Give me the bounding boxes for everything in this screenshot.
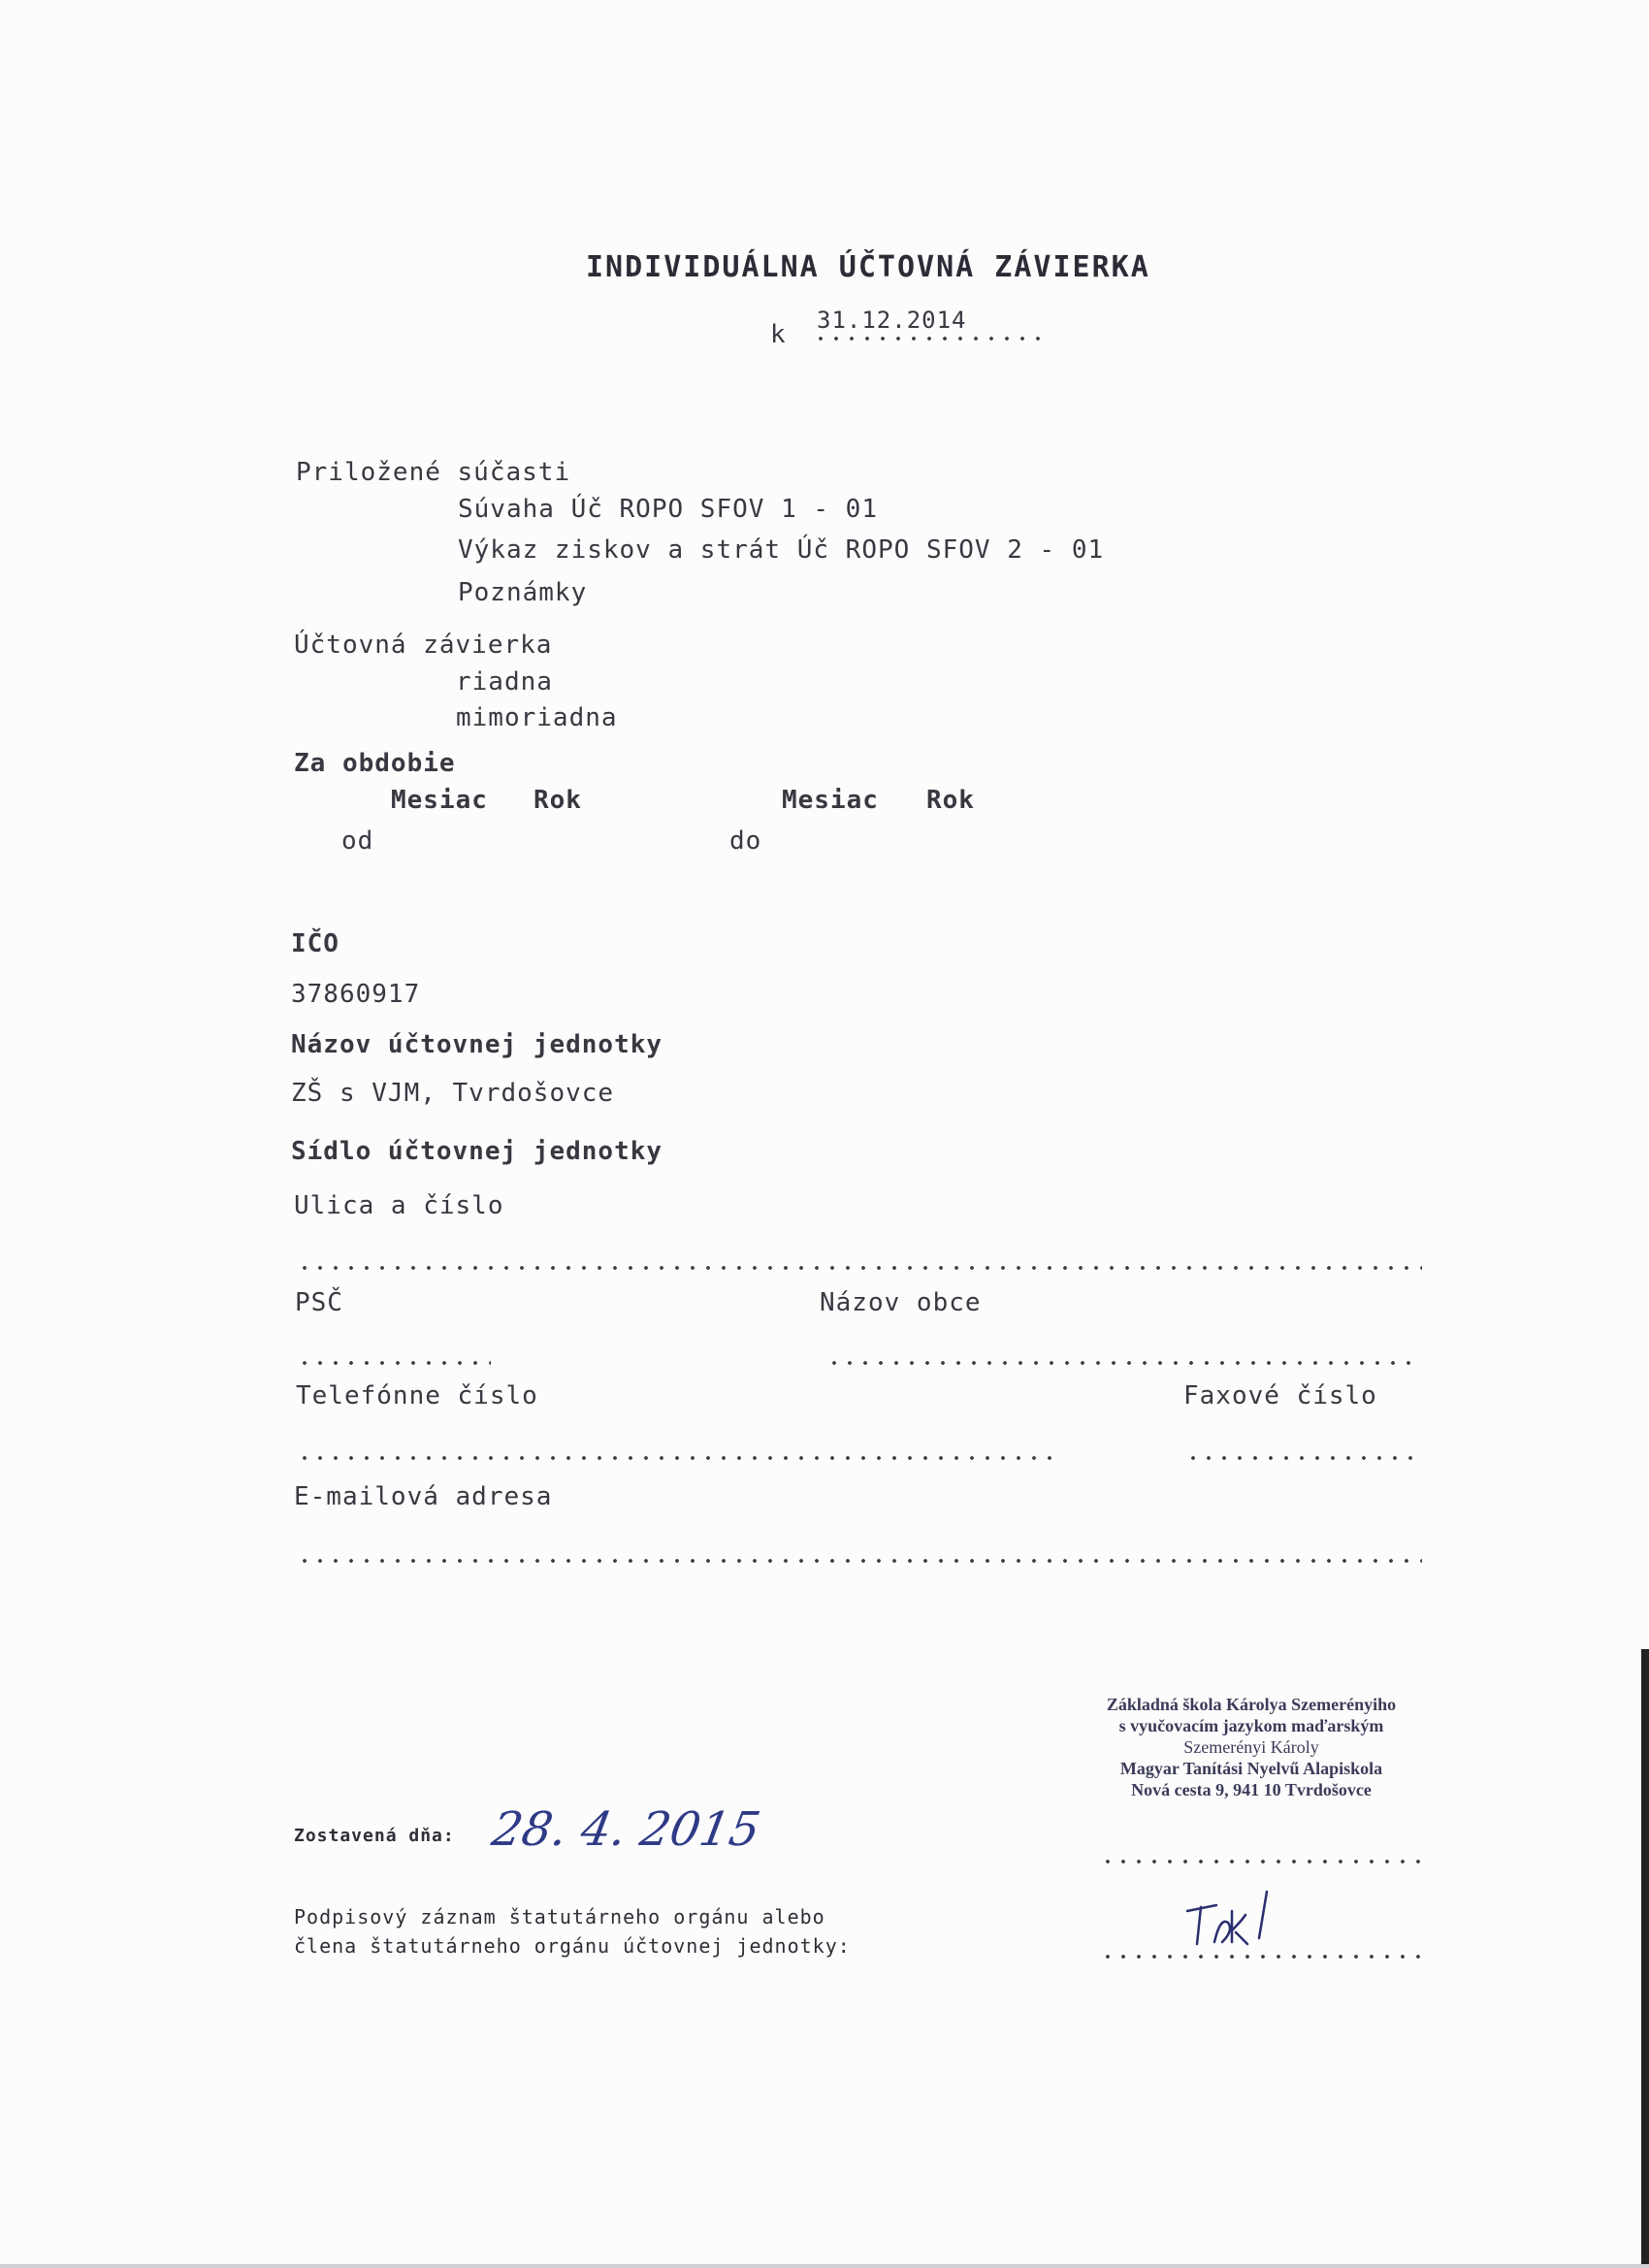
compiled-label: Zostavená dňa: bbox=[294, 1826, 455, 1846]
school-stamp bbox=[1067, 1694, 1436, 1800]
street-dotted-line bbox=[297, 1265, 1422, 1271]
signature-label-line1: Podpisový záznam štatutárneho orgánu alebo bbox=[294, 1905, 825, 1928]
period-to-year-label: Rok bbox=[926, 786, 975, 815]
period-heading: Za obdobie bbox=[294, 749, 456, 778]
entity-name-label: Názov účtovnej jednotky bbox=[291, 1030, 663, 1059]
signature-dotted-line bbox=[1100, 1954, 1422, 1960]
email-label: E-mailová adresa bbox=[294, 1482, 553, 1511]
seat-label: Sídlo účtovnej jednotky bbox=[291, 1137, 663, 1166]
entity-name-value: ZŠ s VJM, Tvrdošovce bbox=[291, 1079, 615, 1108]
fax-dotted-line bbox=[1185, 1455, 1422, 1461]
component-balance-sheet: Súvaha Úč ROPO SFOV 1 - 01 bbox=[458, 495, 878, 524]
fax-label: Faxové číslo bbox=[1183, 1381, 1377, 1410]
stamp-line: Szemerényi Károly bbox=[1183, 1737, 1319, 1757]
ico-label: IČO bbox=[291, 929, 340, 958]
scan-bottom-edge bbox=[0, 2264, 1649, 2268]
street-label: Ulica a číslo bbox=[294, 1191, 504, 1220]
period-to-month-label: Mesiac bbox=[782, 786, 879, 815]
statement-option-regular: riadna bbox=[456, 667, 553, 697]
period-from-label: od bbox=[341, 826, 374, 856]
stamp-line: Magyar Tanítási Nyelvű Alapiskola bbox=[1119, 1759, 1383, 1778]
component-notes: Poznámky bbox=[458, 578, 588, 607]
stamp-line: Základná škola Károlya Szemerényiho bbox=[1106, 1695, 1397, 1714]
handwritten-signature bbox=[1174, 1884, 1290, 1952]
statement-option-extraordinary: mimoriadna bbox=[456, 703, 618, 732]
statement-heading: Účtovná závierka bbox=[294, 631, 553, 660]
document-title: INDIVIDUÁLNA ÚČTOVNÁ ZÁVIERKA bbox=[586, 250, 1150, 284]
date-dotted-line bbox=[813, 336, 1051, 341]
compiled-date-handwritten: 28. 4. 2015 bbox=[488, 1802, 764, 1857]
period-from-year-label: Rok bbox=[534, 786, 582, 815]
stamp-line: Nová cesta 9, 941 10 Tvrdošovce bbox=[1131, 1780, 1372, 1799]
phone-dotted-line bbox=[297, 1455, 1057, 1461]
closing-date: 31.12.2014 bbox=[817, 307, 967, 334]
ico-value: 37860917 bbox=[291, 980, 421, 1009]
zip-label: PSČ bbox=[295, 1288, 343, 1317]
signature-label-line2: člena štatutárneho orgánu účtovnej jednotky: bbox=[294, 1934, 851, 1958]
city-dotted-line bbox=[826, 1360, 1422, 1366]
scan-border bbox=[1641, 1649, 1649, 2268]
components-heading: Priložené súčasti bbox=[296, 458, 571, 487]
stamp-dotted-line bbox=[1100, 1859, 1422, 1864]
component-income-statement: Výkaz ziskov a strát Úč ROPO SFOV 2 - 01 bbox=[458, 535, 1105, 565]
phone-label: Telefónne číslo bbox=[296, 1381, 538, 1410]
stamp-line: s vyučovacím jazykom maďarským bbox=[1118, 1716, 1384, 1735]
period-to-label: do bbox=[729, 826, 762, 856]
period-from-month-label: Mesiac bbox=[391, 786, 488, 815]
zip-dotted-line bbox=[297, 1360, 491, 1366]
email-dotted-line bbox=[297, 1558, 1422, 1564]
city-label: Názov obce bbox=[820, 1288, 982, 1317]
date-prefix: k bbox=[770, 320, 787, 349]
